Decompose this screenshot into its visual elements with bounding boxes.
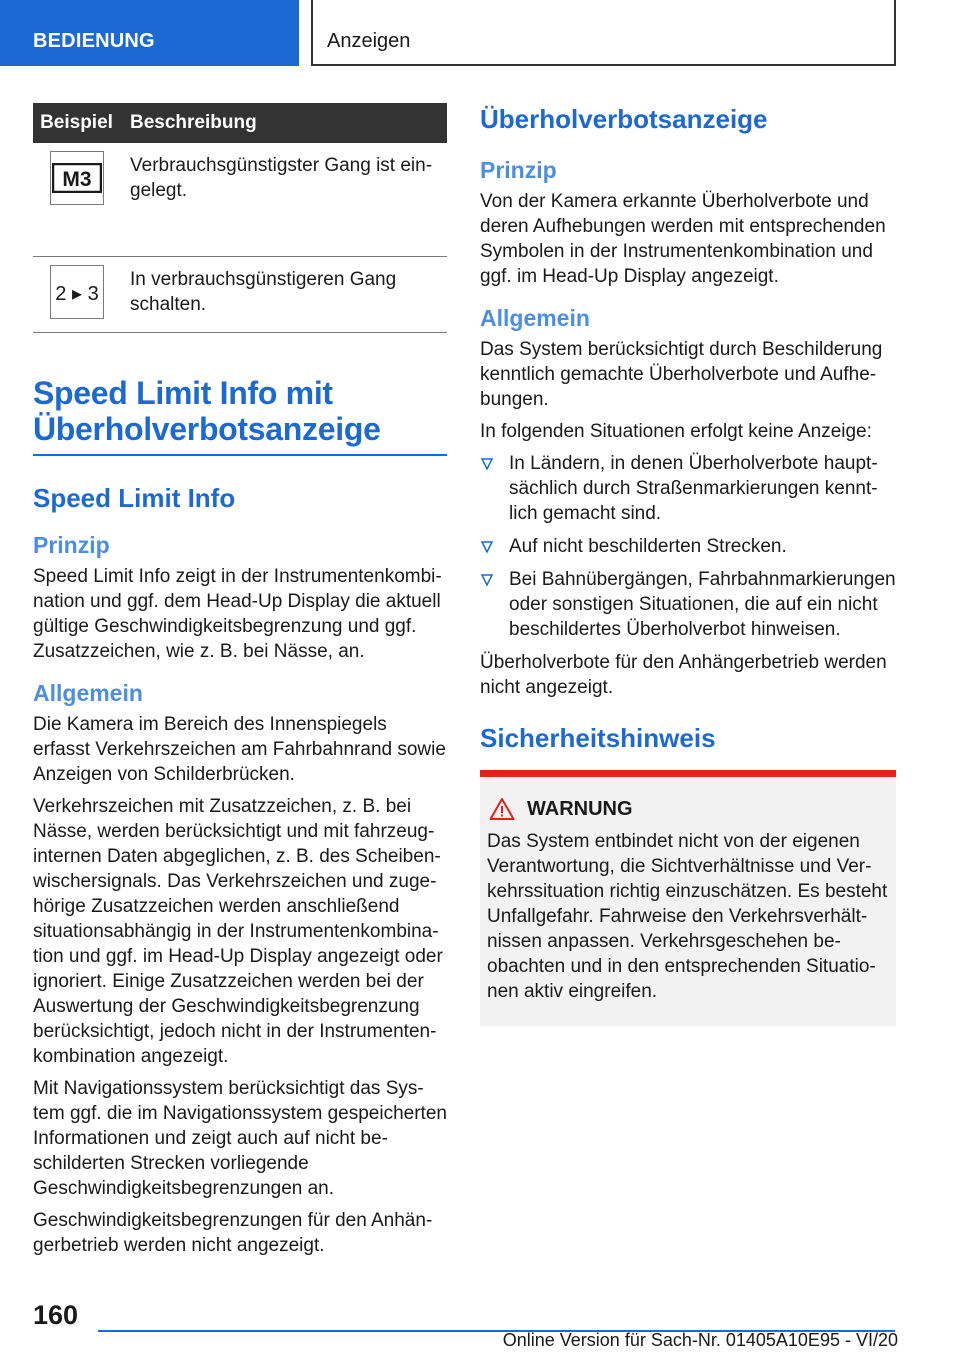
left-column [33,103,447,1265]
warning-triangle-icon [489,797,515,821]
paragraph-general-2: Verkehrszeichen mit Zusatzzeichen, z. B. bei Nässe, werden berücksichtigt und mit fahrzeuginternen Daten abgeglichen, z. B. des Scheibenwischersignals. Das Verkehrszeichen und zugehörige Zusatzzeichen werden anschließend situationsabhängig in der Instrumentenkombination und ggf. im Head-Up Display angezeigt oder ignoriert. Einige Zusatzzeichen werden bei der Auswertung der Geschwindigkeitsbegrenzung berücksichtigt, jedoch nicht in der Instrumentenkombination angezeigt. [33,796,443,1067]
list-item [480,451,896,526]
table-row-description: In verbrauchsgünstigeren Gang schalten. [130,269,397,315]
gear-shift-glyph [52,277,102,307]
table-header-example: Beispiel [40,112,113,133]
heading-general: Allgemein [33,680,143,706]
paragraph-general-3: Überholverbote für den Anhängerbetrieb werden nicht angezeigt. [480,652,887,698]
list-item-text: Bei Bahnübergängen, Fahrbahnmarkierungen oder sonstigen Situationen, die auf ein nicht beschildertes Überholverbot hinweisen. [509,569,896,640]
warning-box [480,770,896,1026]
header-page-title: Anzeigen [327,30,411,52]
footer-version-text: Online Version für Sach-Nr. 01405A10E95 - VI/20 [502,1330,898,1350]
triangle-bullet-icon [480,540,494,554]
heading-general: Allgemein [480,305,590,331]
heading-principle: Prinzip [33,532,110,558]
list-item-text: In Ländern, in denen Überholverbote hauptsächlich durch Straßenmarkierungen kenntlich gemacht sind. [509,453,878,524]
gear-shift-text: 2 ▸ 3 [54,283,99,305]
paragraph-principle: Speed Limit Info zeigt in der Instrumentenkombination und ggf. dem Head-Up Display die aktuell gültige Geschwindigkeitsbegrenzung und ggf. Zusatzzeichen, wie z. B. bei Nässe, an. [33,566,442,662]
gear-m3-text: M3 [61,168,92,191]
paragraph-general-1: Die Kamera im Bereich des Innenspiegels erfasst Verkehrszeichen am Fahrbahnrand sowie Anzeigen von Schilderbrücken. [33,714,446,785]
triangle-bullet-icon [480,457,494,471]
header-section-label: BEDIENUNG [33,30,155,52]
table-row-description: Verbrauchsgünstigster Gang ist eingelegt. [130,155,433,201]
header-section-tab [0,0,299,66]
gear-indicator-table [33,103,447,333]
warning-text: Das System entbindet nicht von der eigenen Verantwortung, die Sichtverhältnisse und Verkehrssituation richtig einzuschätzen. Es besteht Unfallgefahr. Fahrweise den Verkehrsverhältnissen anpassen. Verkehrsgeschehen beobachten und in den entsprechenden Situationen aktiv eingreifen. [487,831,888,1002]
subsection-title-safety: Sicherheitshinweis [480,723,716,753]
list-item [480,534,896,559]
gear-shift-up-icon [50,265,104,319]
heading-principle: Prinzip [480,157,557,183]
right-column [480,103,896,1026]
table-header-description: Beschreibung [130,112,257,133]
table-row [33,143,447,257]
table-row [33,257,447,333]
warning-label: WARNUNG [527,797,633,820]
page-number: 160 [33,1300,79,1330]
subsection-title-speed-limit-info: Speed Limit Info [33,483,236,513]
header-page-tab [311,0,896,66]
list-item-text: Auf nicht beschilderten Strecken. [509,536,787,557]
list-item [480,567,896,642]
warning-header [487,797,889,821]
gear-m3-icon [50,151,104,205]
section-title-speed-limit: Speed Limit Info mit Überholverbotsanzeige [33,375,447,456]
paragraph-general-3: Mit Navigationssystem berücksichtigt das System ggf. die im Navigationssystem gespeicherten Informationen und zeigt auch auf nicht beschilderten Strecken vorliegende Geschwindigkeitsbegrenzungen an. [33,1078,447,1199]
paragraph-principle: Von der Kamera erkannte Überholverbote und deren Aufhebungen werden mit entsprechenden Symbolen in der Instrumentenkombination und ggf. im Head-Up Display angezeigt. [480,191,886,287]
table-header [33,103,447,143]
paragraph-general-2: In folgenden Situationen erfolgt keine Anzeige: [480,421,872,442]
triangle-bullet-icon [480,573,494,587]
subsection-title-overtaking: Überholverbotsanzeige [480,104,768,134]
paragraph-general-1: Das System berücksichtigt durch Beschilderung kenntlich gemachte Überholverbote und Aufhebungen. [480,339,883,410]
gear-m3-glyph [52,163,102,193]
paragraph-general-4: Geschwindigkeitsbegrenzungen für den Anhängerbetrieb werden nicht angezeigt. [33,1210,433,1256]
situation-list [480,451,896,642]
